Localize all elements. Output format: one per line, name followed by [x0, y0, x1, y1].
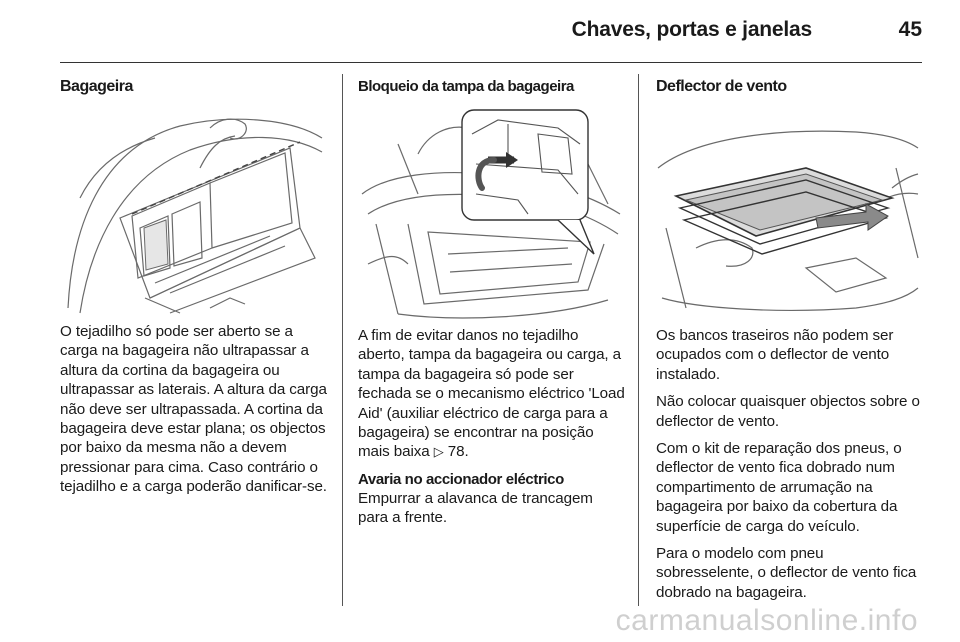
section-heading-wind-deflector: Deflector de vento	[656, 78, 787, 95]
wind-deflector-paragraph-1: Os bancos traseiros não podem ser ocupados com o deflector de vento instalado.	[656, 327, 894, 383]
page-number: 45	[898, 18, 922, 41]
wind-deflector-illustration	[656, 108, 920, 318]
section-trunk	[60, 76, 328, 505]
actuator-fault-heading: Avaria no accionador eléctrico	[358, 470, 564, 488]
column-divider-2	[638, 74, 639, 606]
trunk-lid-lock-illustration	[358, 104, 622, 322]
page-reference-icon: ▷	[433, 444, 444, 460]
header-rule	[60, 62, 922, 63]
column-divider-1	[342, 74, 343, 606]
wind-deflector-paragraph-3: Com o kit de reparação dos pneus, o deflector de vento fica dobrado num compartimento de arrumação na bagageira por baixo da cobertura da superfície de carga do veículo.	[656, 440, 902, 535]
section-wind-deflector	[656, 76, 922, 610]
chapter-title: Chaves, portas e janelas	[571, 18, 812, 41]
section-trunk-lid-lock	[358, 76, 626, 536]
site-watermark: carmanualsonline.info	[615, 604, 918, 637]
section-heading-trunk: Bagageira	[60, 78, 133, 95]
trunk-load-illustration	[60, 108, 324, 318]
trunk-paragraph: O tejadilho só pode ser aberto se a carga na bagageira não ultrapassar a altura da cortina da bagageira ou ultrapassar as laterais. A altura da carga não deve ser ultrapassada. A cortina da bagageira deve estar plana; os objectos por baixo da mesma não a devem pressionar para cima. Caso contrário o tejadilho e a carga poderão danificar-se.	[60, 323, 327, 496]
trunk-lid-lock-paragraph: A fim de evitar danos no tejadilho aberto, tampa da bagageira ou carga, a tampa da bagageira só pode ser fechada se o mecanismo eléctrico 'Load Aid' (auxiliar eléctrico de carga para a bagageira) se encontrar na posição mais baixa ▷ 78.	[358, 327, 625, 461]
wind-deflector-paragraph-2: Não colocar quaisquer objectos sobre o deflector de vento.	[656, 393, 920, 430]
section-heading-trunk-lid-lock: Bloqueio da tampa da bagageira	[358, 78, 574, 95]
wind-deflector-paragraph-4: Para o modelo com pneu sobresselente, o deflector de vento fica dobrado na bagageira.	[656, 545, 917, 601]
actuator-fault-paragraph: Empurrar a alavanca de trancagem para a frente.	[358, 489, 593, 527]
